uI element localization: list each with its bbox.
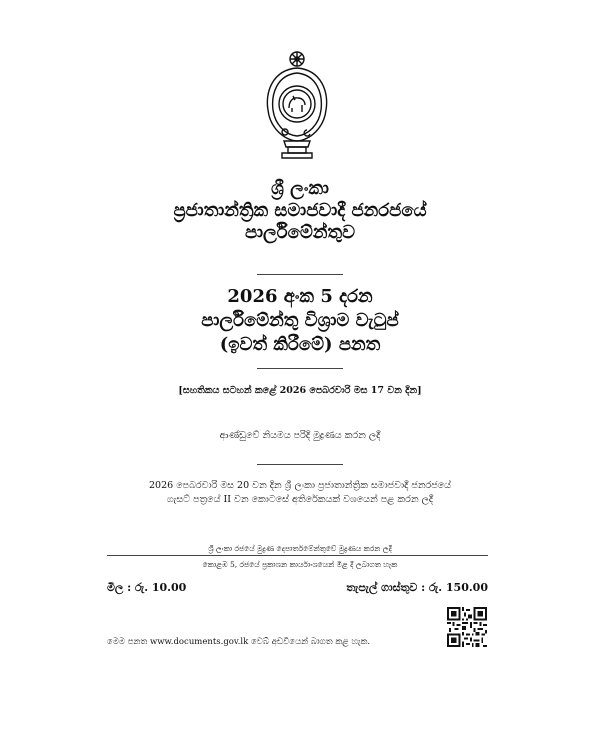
divider bbox=[257, 368, 343, 369]
title-line-2: ප්‍රජාතාන්ත්‍රික සමාජවාදී ජනරජයේ bbox=[173, 200, 427, 221]
printer-note: ශ්‍රී ලංකා රජයේ මුද්‍රණ දෙපාර්තමේන්තුවේ මුද්‍රණය කරන ලදී bbox=[208, 544, 392, 553]
gazette-line-2: ගැසට් පත්‍රයේ II වන කොටසේ අතිරේකයක් වශයෙන් පළ කරන ලදී bbox=[166, 494, 434, 505]
postage: තැපැල් ගාස්තුව : රු. 150.00 bbox=[346, 581, 488, 594]
divider bbox=[107, 555, 488, 556]
price: මිල : රු. 10.00 bbox=[107, 581, 187, 594]
download-note: මෙම පනත www.documents.gov.lk වෙබ් අඩවියෙන් බාගත කළ හැක. bbox=[107, 637, 371, 647]
printing-order: ආණ්ඩුවේ නියමය පරිදි මුද්‍රණය කරන ලදී bbox=[219, 430, 381, 441]
certified-date: [සහතිකය සටහන් කළේ 2026 පෙබරවාරි මස 17 වන දින] bbox=[178, 385, 422, 396]
title-line-1: ශ්‍රී ලංකා bbox=[271, 178, 329, 199]
purchase-note: කොළඹ 5, රජයේ ප්‍රකාශන කාර්යාංශයෙන් මිළ දී ලබාගත හැක bbox=[202, 560, 398, 569]
act-title-line-2: පාර්ලිමේන්තු විශ්‍රාම වැටුප් bbox=[201, 310, 399, 331]
title-line-3: පාර්ලිමේන්තුව bbox=[244, 222, 356, 243]
gazette-line-1: 2026 පෙබරවාරි මස 20 වන දින ශ්‍රී ලංකා ප්‍රජාතාන්ත්‍රික සමාජවාදී ජනරජයේ bbox=[149, 480, 451, 491]
sri-lanka-emblem bbox=[262, 48, 332, 160]
gazette-note bbox=[0, 479, 600, 507]
divider bbox=[257, 464, 343, 465]
document-title bbox=[0, 178, 600, 244]
act-title-line-1: 2026 අංක 5 දරන bbox=[227, 286, 373, 307]
divider bbox=[257, 274, 343, 275]
qr-code-icon bbox=[447, 607, 487, 647]
act-title-line-3: (ඉවත් කිරීමේ) පනත bbox=[219, 334, 381, 355]
act-title bbox=[0, 285, 600, 357]
